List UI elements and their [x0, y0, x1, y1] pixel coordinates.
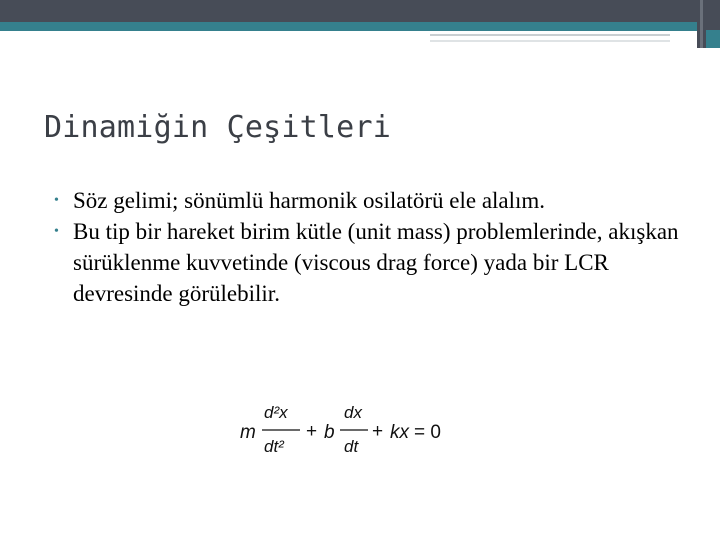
eq-dt: dt	[344, 437, 359, 456]
eq-plus-1: +	[306, 421, 318, 442]
header-accent-bar	[0, 22, 720, 31]
bullet-icon: •	[54, 193, 59, 208]
eq-m: m	[240, 422, 256, 443]
bullet-icon: •	[54, 224, 59, 239]
bullet-item	[52, 216, 692, 309]
bullet-item	[52, 185, 692, 216]
header-rule-bottom	[430, 40, 670, 42]
header-rule-top	[430, 34, 670, 36]
eq-equals-zero: = 0	[414, 422, 441, 443]
bullet-list	[52, 185, 692, 309]
eq-dx: dx	[344, 403, 362, 422]
eq-kx: kx	[390, 422, 409, 443]
bullet-text: Söz gelimi; sönümlü harmonik osilatörü ele alalım.	[73, 188, 546, 213]
eq-d2x: d²x	[264, 403, 288, 422]
corner-accent	[706, 30, 720, 48]
corner-stripe	[700, 0, 703, 48]
header-bar	[0, 0, 720, 22]
eq-b: b	[324, 422, 335, 443]
bullet-text: Bu tip bir hareket birim kütle (unit mass) problemlerinde, akışkan sürüklenme kuvvetinde (viscous drag force) yada bir LCR devresinde görülebilir.	[73, 219, 679, 306]
slide-title: Dinamiğin Çeşitleri	[44, 110, 391, 145]
damped-oscillator-equation	[240, 396, 460, 466]
eq-plus-2: +	[372, 421, 384, 442]
eq-dt2: dt²	[264, 437, 284, 456]
